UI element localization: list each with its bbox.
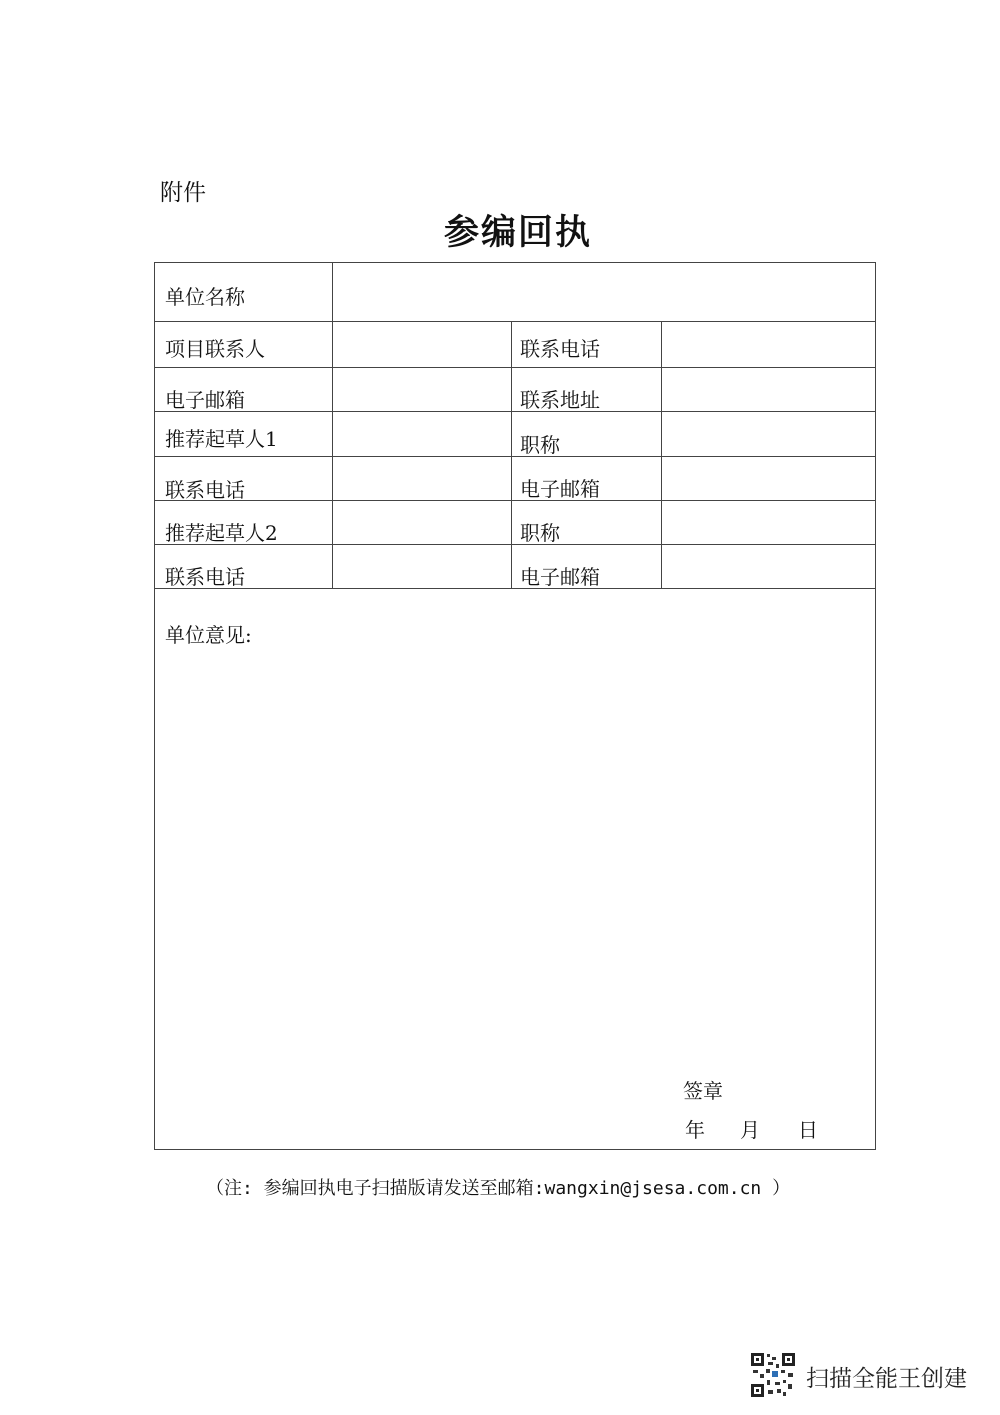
job-title-1-label: 职称: [520, 433, 560, 457]
row-divider: [155, 367, 875, 368]
email-label: 电子邮箱: [165, 388, 245, 412]
drafter-2-email-field[interactable]: [664, 546, 872, 586]
contact-phone-label: 联系电话: [520, 337, 600, 361]
row-divider: [155, 321, 875, 322]
row-divider: [155, 411, 875, 412]
drafter-2-phone-label: 联系电话: [165, 565, 245, 589]
drafter-2-email-label: 电子邮箱: [520, 565, 600, 589]
drafter-1-label: 推荐起草人1: [165, 427, 278, 451]
row-divider: [155, 456, 875, 457]
address-label: 联系地址: [520, 388, 600, 412]
year-label: 年: [685, 1118, 705, 1142]
email-field[interactable]: [335, 369, 509, 409]
job-title-1-field[interactable]: [664, 413, 872, 454]
address-field[interactable]: [664, 369, 872, 409]
month-label: 月: [740, 1118, 760, 1142]
drafter-2-field[interactable]: [335, 502, 509, 542]
drafter-2-label: 推荐起草人2: [165, 521, 278, 545]
submission-note: （注: 参编回执电子扫描版请发送至邮箱:wangxin@jsesa.com.cn ）: [206, 1178, 791, 1199]
contact-person-label: 项目联系人: [165, 337, 265, 361]
row-divider: [155, 588, 875, 589]
drafter-1-phone-field[interactable]: [335, 458, 509, 498]
reply-form-table: [154, 262, 876, 1150]
drafter-1-email-label: 电子邮箱: [520, 477, 600, 501]
column-divider: [661, 321, 662, 588]
contact-person-field[interactable]: [335, 323, 509, 365]
seal-label: 签章: [683, 1079, 723, 1103]
qr-code-icon: [750, 1352, 796, 1398]
unit-name-label: 单位名称: [165, 285, 245, 309]
unit-opinion-label: 单位意见:: [165, 623, 252, 647]
day-label: 日: [798, 1118, 818, 1142]
drafter-1-email-field[interactable]: [664, 458, 872, 498]
column-divider: [511, 321, 512, 588]
column-divider: [332, 263, 333, 588]
unit-opinion-field[interactable]: [159, 653, 871, 1073]
attachment-label: 附件: [160, 180, 206, 206]
drafter-1-phone-label: 联系电话: [165, 478, 245, 502]
job-title-2-label: 职称: [520, 521, 560, 545]
unit-name-field[interactable]: [335, 265, 871, 319]
drafter-1-field[interactable]: [335, 413, 509, 454]
row-divider: [155, 500, 875, 501]
contact-phone-field[interactable]: [664, 323, 872, 365]
job-title-2-field[interactable]: [664, 502, 872, 542]
watermark-text: 扫描全能王创建: [806, 1366, 967, 1392]
page-title: 参编回执: [443, 213, 592, 253]
drafter-2-phone-field[interactable]: [335, 546, 509, 586]
